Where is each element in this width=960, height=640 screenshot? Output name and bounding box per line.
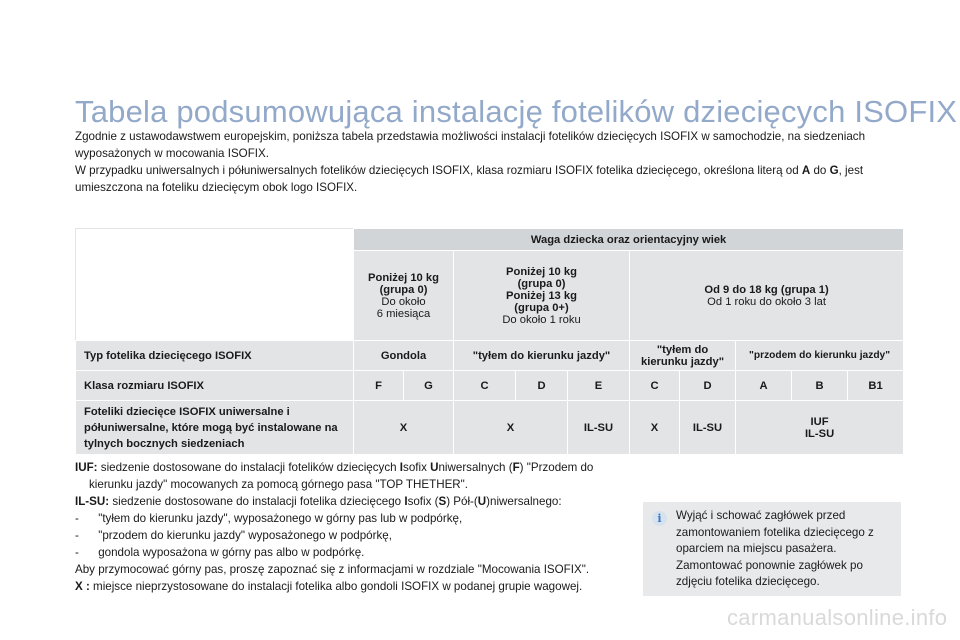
page-title: Tabela podsumowująca instalację fotelików dziecięcych ISOFIX	[75, 94, 958, 129]
size-class-cell: D	[516, 371, 568, 401]
size-class-cell: E	[568, 371, 630, 401]
isofix-table	[75, 228, 904, 455]
type-forward-facing: "przodem do kierunku jazdy"	[736, 341, 904, 371]
size-class-cell: G	[404, 371, 454, 401]
size-class-cell: C	[454, 371, 516, 401]
info-text: Wyjąć i schować zagłówek przed zamontowaniem fotelika dziecięcego z oparciem na miejscu pasażera. Zamontować ponownie zagłówek po zdjęciu fotelika dziecięcego.	[676, 509, 874, 588]
row-label-rear-seats: Foteliki dziecięce ISOFIX uniwersalne i półuniwersalne, które mogą być instalowane na tylnych bocznych siedzeniach	[76, 401, 354, 455]
list-item: - "przodem do kierunku jazdy" wyposażonego w podpórkę,	[75, 529, 392, 542]
table-corner	[76, 229, 354, 341]
row-label-size: Klasa rozmiaru ISOFIX	[76, 371, 354, 401]
size-class-cell: C	[630, 371, 680, 401]
size-class-cell: A	[736, 371, 792, 401]
note-ilsu: IL-SU: siedzenie dostosowane do instalacji fotelika dziecięcego Isofix (S) Pół-(U)niwersalnego:	[75, 495, 562, 508]
list-item: - "tyłem do kierunku jazdy", wyposażonego w górny pas lub w podpórkę,	[75, 512, 463, 525]
note-top-tether: Aby przymocować górny pas, proszę zapoznać się z informacjami w rozdziale "Mocowania ISOFIX".	[75, 563, 590, 576]
seat-value-cell: X	[354, 401, 454, 455]
table-header-weight: Waga dziecka oraz orientacyjny wiek	[354, 229, 904, 251]
info-box	[643, 502, 901, 596]
group-0-cell: Poniżej 10 kg (grupa 0) Do około 6 miesiąca	[354, 251, 454, 341]
size-class-cell: D	[680, 371, 736, 401]
type-gondola: Gondola	[354, 341, 454, 371]
note-iuf: IUF: siedzenie dostosowane do instalacji fotelików dziecięcych Isofix Uniwersalnych (F) "Przodem do kierunku jazdy" mocowanych za pomocą górnego pasa "TOP THETHER".	[75, 461, 594, 491]
seat-value-cell: X	[630, 401, 680, 455]
list-item: - gondola wyposażona w górny pas albo w podpórkę.	[75, 546, 365, 559]
info-icon: i	[652, 511, 667, 526]
intro-paragraph-1: Zgodnie z ustawodawstwem europejskim, poniższa tabela przedstawia możliwości instalacji fotelików dziecięcych ISOFIX w samochodzie, na siedzeniach wyposażonych w mocowania ISOFIX.	[75, 130, 866, 160]
intro-paragraph-2: W przypadku uniwersalnych i półuniwersalnych fotelików dziecięcych ISOFIX, klasa rozmiaru ISOFIX fotelika dziecięcego, określona literą od A do G, jest umieszczona na foteliku dziecięcym obok logo ISOFIX.	[75, 164, 864, 194]
legend-notes	[75, 459, 635, 595]
note-x: X : miejsce nieprzystosowane do instalacji fotelika albo gondoli ISOFIX w podanej grupie wagowej.	[75, 580, 583, 593]
seat-value-cell: X	[454, 401, 568, 455]
size-class-cell: F	[354, 371, 404, 401]
watermark: carmanualsonline.info	[727, 605, 948, 630]
seat-value-cell: IL-SU	[680, 401, 736, 455]
group-0plus-cell: Poniżej 10 kg (grupa 0) Poniżej 13 kg (grupa 0+) Do około 1 roku	[454, 251, 630, 341]
intro-text	[75, 128, 895, 196]
seat-value-cell: IL-SU	[568, 401, 630, 455]
row-label-type: Typ fotelika dziecięcego ISOFIX	[76, 341, 354, 371]
size-class-cell: B1	[848, 371, 904, 401]
type-rear-facing-2: "tyłem do kierunku jazdy"	[630, 341, 736, 371]
group-1-cell: Od 9 do 18 kg (grupa 1) Od 1 roku do około 3 lat	[630, 251, 904, 341]
seat-value-cell-forward: IUF IL-SU	[736, 401, 904, 455]
type-rear-facing-1: "tyłem do kierunku jazdy"	[454, 341, 630, 371]
size-class-cell: B	[792, 371, 848, 401]
